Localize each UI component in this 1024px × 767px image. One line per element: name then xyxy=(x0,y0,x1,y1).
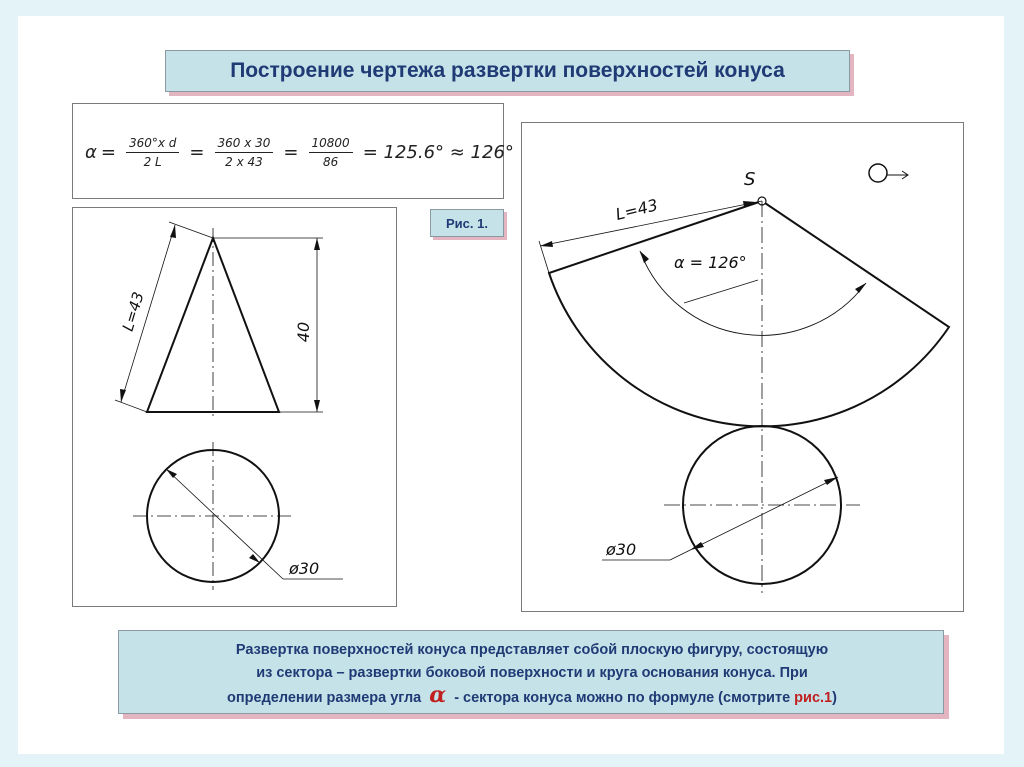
formula-alpha: α xyxy=(85,141,97,163)
sector-shape xyxy=(549,201,949,426)
formula xyxy=(85,104,514,200)
figure-label: Рис. 1. xyxy=(430,209,504,237)
description-line-3-a: определении размера угла xyxy=(227,690,422,706)
formula-eq-2: = xyxy=(189,141,205,163)
description-line-3-b: - сектора конуса можно по формуле (смотрите xyxy=(454,690,791,706)
formula-result: = 125.6° ≈ 126° xyxy=(362,141,514,163)
angle-arrow-2 xyxy=(855,283,866,293)
description-box xyxy=(118,630,944,714)
description-line-2: из сектора – развертки боковой поверхности и круга основания конуса. При xyxy=(256,665,808,681)
slant-arrow-top xyxy=(170,225,176,238)
description-line-1: Развертка поверхностей конуса представляет собой плоскую фигуру, состоящую xyxy=(235,642,829,658)
formula-f3-num: 10800 xyxy=(309,136,353,153)
formula-f2-den: 2 x 43 xyxy=(225,154,263,169)
rotation-symbol-icon xyxy=(869,164,887,182)
formula-f3-den: 86 xyxy=(322,154,339,169)
development-diameter-arrow-1 xyxy=(824,477,838,485)
page-title: Построение чертежа развертки поверхностей конуса xyxy=(165,50,850,92)
sector-slant-arrow-1 xyxy=(540,241,553,247)
slant-label: L=43 xyxy=(118,289,148,334)
cone-drawing-frame xyxy=(72,207,397,607)
formula-eq-1: = xyxy=(100,141,116,163)
height-arrow-top xyxy=(314,238,320,250)
development-drawing-frame xyxy=(521,122,964,612)
development-drawing xyxy=(522,123,965,613)
formula-fraction-2 xyxy=(215,136,274,169)
apex-label: S xyxy=(744,169,756,190)
formula-box xyxy=(72,103,514,199)
angle-arrow-1 xyxy=(640,251,649,263)
description-alpha: α xyxy=(429,682,447,708)
sector-slant-label: L=43 xyxy=(613,195,660,225)
height-label: 40 xyxy=(294,321,313,343)
height-arrow-bottom xyxy=(314,400,320,412)
description-line-3 xyxy=(131,682,933,710)
formula-eq-3: = xyxy=(283,141,299,163)
diameter-arrow-1 xyxy=(166,469,177,478)
formula-fraction-3 xyxy=(309,136,353,169)
formula-f1-den: 2 L xyxy=(143,154,162,169)
description-line-3-end: ) xyxy=(832,690,837,706)
angle-leader xyxy=(684,280,758,303)
development-diameter-label: ø30 xyxy=(606,540,637,559)
slant-ext-bottom xyxy=(115,400,147,412)
diameter-dim-line xyxy=(166,469,283,579)
slant-arrow-bottom xyxy=(120,389,126,402)
diameter-label: ø30 xyxy=(289,559,320,578)
angle-label: α = 126° xyxy=(674,253,747,272)
formula-f1-num: 360°x d xyxy=(126,136,179,153)
formula-f2-num: 360 x 30 xyxy=(215,136,274,153)
cone-drawing xyxy=(73,208,398,608)
description-figure-ref: рис.1 xyxy=(794,690,833,706)
formula-fraction-1 xyxy=(126,136,179,169)
